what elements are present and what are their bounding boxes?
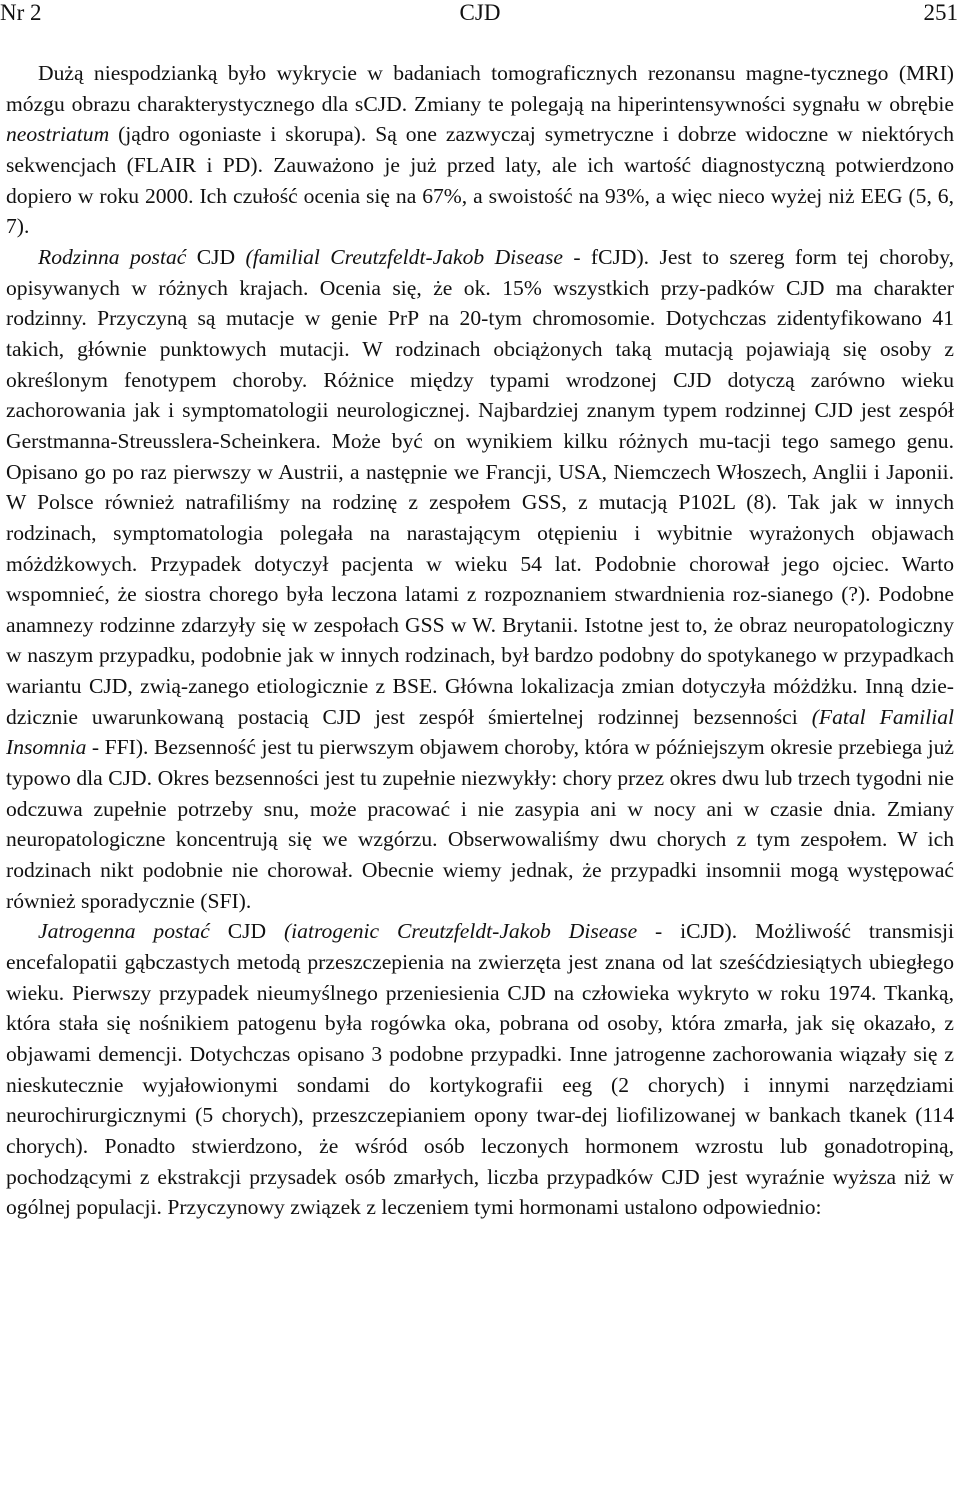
article-body [6,58,954,1223]
paragraph-mri-text-c: (jądro ogoniaste i skorupa). Są one zazwyczaj symetryczne i dobrze widoczne w niektórych sekwencjach (FLAIR i PD). Zauważono je już przed laty, ale ich wartość diagnostyczną potwierdzono dopiero w roku 2000. Ich czułość ocenia się na 67%, a swoistość na 93%, a więc nieco wyżej niż EEG (5, 6, 7). [6,122,954,239]
paragraph-iatrogenic-cjd [6,916,954,1223]
label-cjd: CJD [186,244,246,269]
label-cjd-iatrogenic: CJD [209,919,284,944]
paragraph-iatrogenic-text-d: iCJD). Możliwość transmisji encefalopatii gąbczastych metodą przeszczepienia na zwierzęta jest znana od lat sześćdziesiątych ubiegłego wieku. Pierwszy przypadek nieumyślnego przeniesienia CJD na człowieka wykryto w roku 1974. Tkanką, która stała się nośnikiem patogenu była rogówka oka, pobrana od osoby, która zmarła, jak się okazało, z objawami demencji. Dotychczas opisano 3 podobne przypadki. Inne jatrogenne zachorowania wiązały się z nieskutecznie wyjałowionymi sondami do kortykografii eeg (2 chorych) i innymi narzędziami neurochirurgicznymi (5 chorych), przeszczepianiem opony twar-dej liofilizowanej w bankach tkanek (114 chorych). Ponadto stwierdzono, że wśród osób leczonych hormonem wzrostu lub gonadotropiną, pochodzącymi z ekstrakcji przysadek osób zmarłych, liczba przypadków CJD jest wyraźnie wyższa niż w ogólnej populacji. Przyczynowy związek z leczeniem tymi hormonami ustalono odpowiednio: [6,919,954,1220]
paragraph-familial-text-d: fCJD). Jest to szereg form tej choroby, opisywanych w różnych krajach. Ocenia się, że ok. 15% wszystkich przy-padków CJD ma charakter rodzinny. Przyczyną są mutacje w genie PrP na 20-tym chromosomie. Dotychczas zidentyfikowano 41 takich, głównie punktowych mutacji. W rodzinach obciążonych taką mutacją pojawiają się osoby z określonym fenotypem choroby. Różnice między typami wrodzonej CJD dotyczą zarówno wieku zachorowania jak i symptomatologii neurologicznej. Najbardziej znanym typem rodzinnej CJD jest zespół Gerstmanna-Streusslera-Scheinkera. Może być on wynikiem kilku różnych mu-tacji tego samego genu. Opisano go po raz pierwszy w Austrii, a następnie we Francji, USA, Niemczech Włoszech, Anglii i Japonii. W Polsce również natrafiliśmy na rodzinę z zespołem GSS, z mutacją P102L (8). Tak jak w innych rodzinach, symptomatologia polegała na narastającym otępieniu i wybitnie wyrażonych objawach móżdżkowych. Przypadek dotyczył pacjenta w wieku 54 lat. Podobnie chorował jego ojciec. Warto wspomnieć, że siostra chorego była leczona latami z rozpoznaniem stwardnienia roz-sianego (?). Podobne anamnezy rodzinne zdarzyły się w zespołach GSS w W. Brytanii. Istotne jest to, że obraz neuropatologiczny w naszym przypadku, podobnie jak w innych rodzinach, był bardzo podobny do spotykanego w przypadkach wariantu CJD, zwią-zanego etiologicznie z BSE. Główna lokalizacja zmian dotyczyła móżdżku. Inną dzie-dzicznie uwarunkowaną postacią CJD jest zespół śmiertelnej rodzinnej bezsenności [6,244,954,729]
running-title: CJD [459,0,501,25]
term-fatal-familial-insomnia: (Fatal Familial Insomnia - [6,704,955,760]
paragraph-familial-cjd [6,242,954,916]
page-number: 251 [923,0,958,25]
paragraph-mri [6,58,954,242]
running-head [0,0,960,30]
paragraph-mri-text-a: Dużą niespodzianką było wykrycie w badaniach tomograficznych rezonansu magne-tycznego (MRI) mózgu obrazu charakterystycznego dla sCJD. Zmiany te polegają na hiperintensywności sygnału w obrębie [6,61,954,116]
term-familial-cjd: (familial Creutzfeldt-Jakob Disease - [245,244,581,269]
term-iatrogenic-cjd: (iatrogenic Creutzfeldt-Jakob Disease - [283,919,663,944]
heading-familial-form: Rodzinna postać [38,244,187,269]
term-neostriatum: neostriatum [6,122,110,147]
issue-number: Nr 2 [0,0,42,25]
paragraph-familial-text-f: FFI). Bezsenność jest tu pierwszym objawem choroby, która w późniejszym okresie przebiega już typowo dla CJD. Okres bezsenności jest tu zupełnie niezwykły: chory przez okres dwu lub trzech tygodni nie odczuwa zupełnie potrzeby snu, może pracować i nie zasypia ani w nocy ani w czasie dnia. Zmiany neuropatologiczne koncentrują się we wzgórzu. Obserwowaliśmy dwu chorych z tym zespołem. W ich rodzinach nikt podobnie nie chorował. Obecnie wiemy jednak, że przypadki insomnii mogą występować również sporadycznie (SFI). [6,735,954,913]
heading-iatrogenic-form: Jatrogenna postać [38,919,210,944]
